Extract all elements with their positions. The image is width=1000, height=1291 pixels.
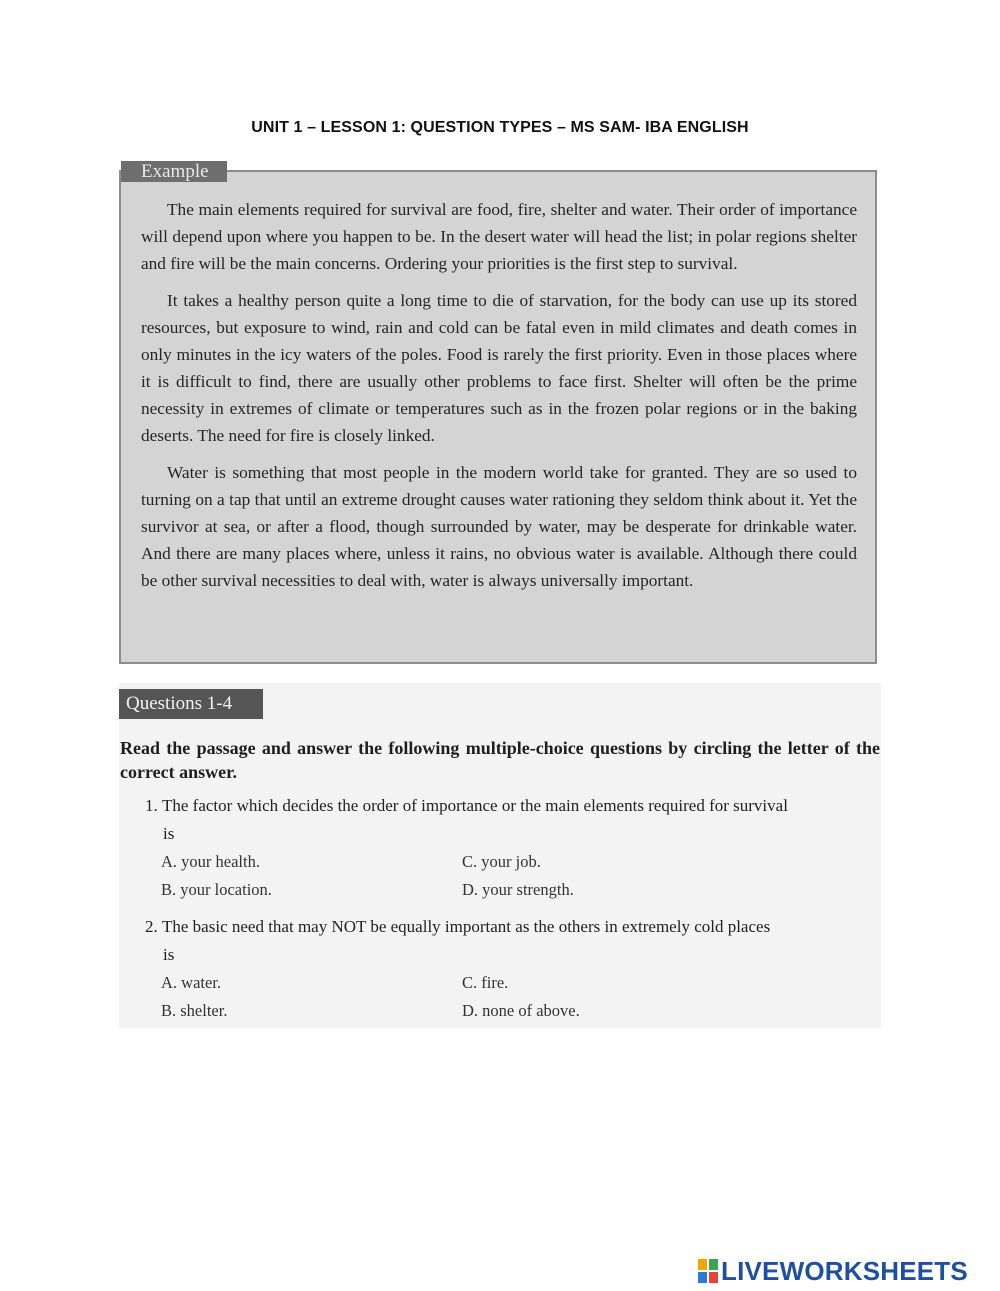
questions-label: Questions 1-4 xyxy=(119,689,263,719)
page-title: UNIT 1 – LESSON 1: QUESTION TYPES – MS SAM- IBA ENGLISH xyxy=(251,119,749,136)
questions-instruction: Read the passage and answer the following multiple-choice questions by circling the letter of the correct answer. xyxy=(120,738,880,782)
question-2-stem xyxy=(145,913,880,941)
passage-paragraph-2: It takes a healthy person quite a long time to die of starvation, for the body can use up its stored resources, but exposure to wind, rain and cold can be fatal even in mild climates and death comes in only minutes in the icy waters of the poles. Food is rarely the first priority. Even in those places where it is difficult to find, there are usually other problems to face first. Shelter will often be the prime necessity in extremes of climate or temperatures such as in the frozen polar regions or in the baking deserts. The need for fire is closely linked. xyxy=(141,291,857,445)
question-2-option-d[interactable]: D. none of above. xyxy=(462,1001,580,1020)
example-label: Example xyxy=(121,161,227,182)
question-1-number: 1. xyxy=(145,796,158,815)
question-2-option-a[interactable]: A. water. xyxy=(161,973,222,992)
question-1-stem-continued: is xyxy=(163,824,175,843)
question-1-text: The factor which decides the order of importance or the main elements required for survival xyxy=(162,796,788,815)
question-1-option-c[interactable]: C. your job. xyxy=(462,852,541,871)
brand-name: LIVEWORKSHEETS xyxy=(721,1255,968,1286)
question-1-option-d[interactable]: D. your strength. xyxy=(462,880,574,899)
liveworksheets-logo-icon xyxy=(697,1258,719,1284)
question-2-stem-continued: is xyxy=(163,945,175,964)
question-1-stem xyxy=(145,792,880,820)
question-1-option-a[interactable]: A. your health. xyxy=(161,852,260,871)
question-2-text: The basic need that may NOT be equally important as the others in extremely cold places xyxy=(162,917,771,936)
liveworksheets-brand[interactable] xyxy=(697,1256,968,1286)
question-2-options xyxy=(145,969,880,1025)
question-1 xyxy=(145,792,880,904)
question-1-option-b[interactable]: B. your location. xyxy=(161,880,272,899)
question-1-options xyxy=(145,848,880,904)
passage-paragraph-1: The main elements required for survival are food, fire, shelter and water. Their order of importance will depend upon where you happen to be. In the desert water will head the list; in polar regions shelter and fire will be the main concerns. Ordering your priorities is the first step to survival. xyxy=(141,200,857,273)
question-2 xyxy=(145,913,880,1025)
question-2-option-b[interactable]: B. shelter. xyxy=(161,1001,228,1020)
question-2-number: 2. xyxy=(145,917,158,936)
question-2-option-c[interactable]: C. fire. xyxy=(462,973,509,992)
example-passage-box xyxy=(119,170,877,664)
passage-paragraph-3: Water is something that most people in the modern world take for granted. They are so used to turning on a tap that until an extreme drought causes water rationing they seldom think about it. Yet the survivor at sea, or after a flood, though surrounded by water, may be desperate for drinkable water. And there are many places where, unless it rains, no obvious water is available. Although there could be other survival necessities to deal with, water is always universally important. xyxy=(141,463,857,590)
